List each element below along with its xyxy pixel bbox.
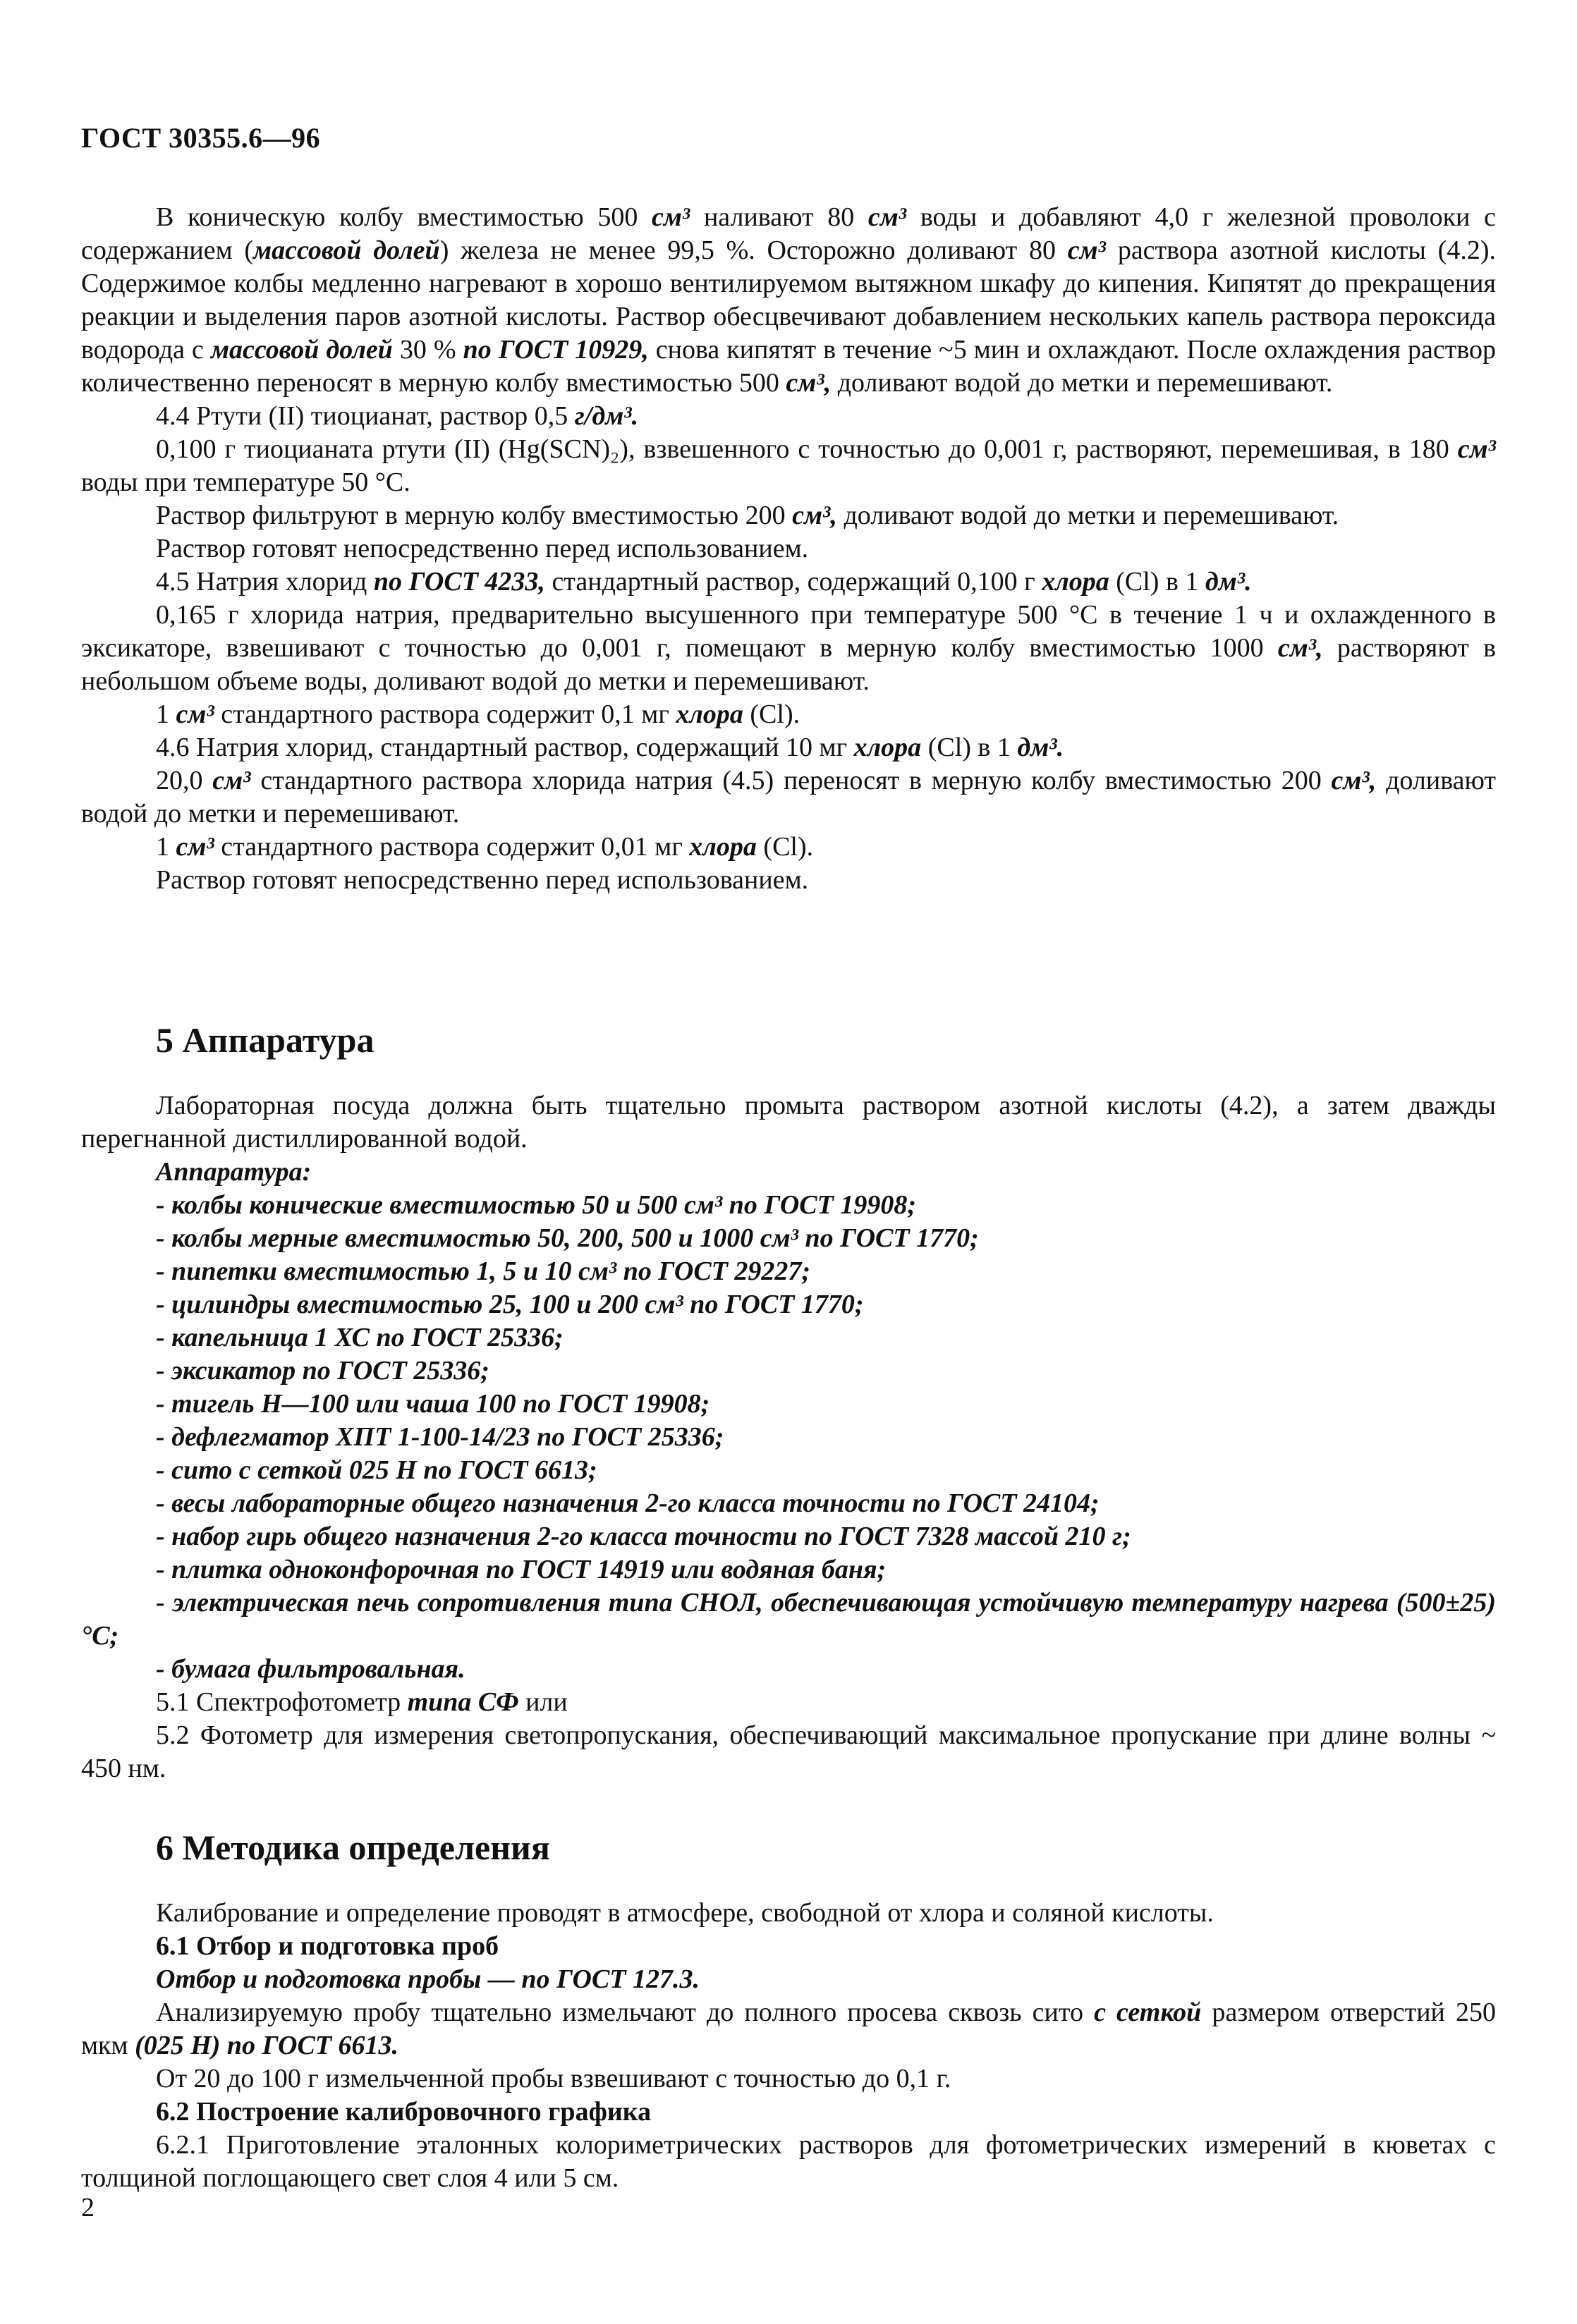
subsection-6-1-title: 6.1 Отбор и подготовка проб [156, 1931, 499, 1961]
page-header: ГОСТ 30355.6—96 [81, 122, 321, 154]
apparatus-list-title: Аппаратура: [156, 1157, 312, 1187]
section-6-intro: Калибрование и определение проводят в атмосфере, свободной от хлора и соляной кислоты. [156, 1898, 1214, 1928]
list-item: - весы лабораторные общего назначения 2-го класса точности по ГОСТ 24104; [156, 1488, 1100, 1518]
list-item: - эксикатор по ГОСТ 25336; [156, 1356, 489, 1386]
section-6-body [81, 1897, 1496, 2195]
list-item: - электрическая печь сопротивления типа СНОЛ, обеспечивающая устойчивую температуру нагрева (500±25) °С; [81, 1588, 1496, 1651]
list-item: - колбы конические вместимостью 50 и 500 см³ по ГОСТ 19908; [156, 1190, 916, 1220]
paragraph-4-4-note: Раствор готовят непосредственно перед использованием. [156, 534, 809, 563]
list-item: - бумага фильтровальная. [156, 1654, 465, 1684]
paragraph-4-5-title: 4.5 Натрия хлорид по ГОСТ 4233, стандартный раствор, содержащий 0,100 г хлора (Cl) в 1 дм³. [156, 567, 1252, 597]
list-item: - сито с сеткой 025 Н по ГОСТ 6613; [156, 1455, 597, 1485]
paragraph-4-6-note: Раствор готовят непосредственно перед использованием. [156, 865, 809, 895]
paragraph-4-6-title: 4.6 Натрия хлорид, стандартный раствор, содержащий 10 мг хлора (Cl) в 1 дм³. [156, 733, 1064, 762]
paragraph-4-6-prep: 20,0 см³ стандартного раствора хлорида натрия (4.5) переносят в мерную колбу вместимостью 200 см³, доливают водой до метки и перемешивают. [81, 766, 1497, 828]
section-5-intro: Лабораторная посуда должна быть тщательно промыта раствором азотной кислоты (4.2), а затем дважды перегнанной дистиллированной водой. [81, 1091, 1496, 1154]
paragraph-6-2-1: 6.2.1 Приготовление эталонных колориметрических растворов для фотометрических измерений в кюветах с толщиной поглощающего свет слоя 4 или 5 см. [81, 2130, 1496, 2193]
subsection-6-1-reference: Отбор и подготовка пробы — по ГОСТ 127.3. [156, 1964, 700, 1994]
list-item: - колбы мерные вместимостью 50, 200, 500 и 1000 см³ по ГОСТ 1770; [156, 1223, 979, 1253]
list-item: - дефлегматор ХПТ 1-100-14/23 по ГОСТ 25336; [156, 1422, 724, 1452]
paragraph-5-1: 5.1 Спектрофотометр типа СФ или [156, 1687, 568, 1717]
subsection-6-2-title: 6.2 Построение калибровочного графика [156, 2097, 652, 2127]
paragraph-6-1-sieving: Анализируемую пробу тщательно измельчают до полного просева сквозь сито с сеткой размером отверстий 250 мкм (025 Н) по ГОСТ 6613. [81, 1998, 1496, 2060]
list-item: - пипетки вместимостью 1, 5 и 10 см³ по ГОСТ 29227; [156, 1256, 811, 1286]
section-4-continuation [81, 201, 1496, 897]
paragraph-4-4-filter: Раствор фильтруют в мерную колбу вместимостью 200 см³, доливают водой до метки и перемешивают. [156, 501, 1339, 530]
paragraph-4-4-title: 4.4 Ртути (II) тиоцианат, раствор 0,5 г/дм³. [156, 401, 639, 431]
paragraph-4-5-content: 1 см³ стандартного раствора содержит 0,1 мг хлора (Cl). [156, 699, 800, 729]
list-item: - капельница 1 ХС по ГОСТ 25336; [156, 1323, 564, 1352]
section-6-heading: 6 Методика определения [156, 1828, 550, 1867]
list-item: - тигель Н—100 или чаша 100 по ГОСТ 19908; [156, 1389, 710, 1419]
paragraph-4-6-content: 1 см³ стандартного раствора содержит 0,01 мг хлора (Cl). [156, 832, 814, 862]
paragraph-4-5-prep: 0,165 г хлорида натрия, предварительно высушенного при температуре 500 °С в течение 1 ч и охлажденного в эксикаторе, взвешивают с точностью до 0,001 г, помещают в мерную колбу вместимостью 1000 см³, растворяют в небольшом объеме воды, доливают водой до метки и перемешивают. [81, 600, 1497, 696]
paragraph-5-2: 5.2 Фотометр для измерения светопропускания, обеспечивающий максимальное пропускание при длине волны ~ 450 нм. [81, 1720, 1496, 1783]
apparatus-list [81, 1189, 1496, 1686]
paragraph-4-4-prep: 0,100 г тиоцианата ртути (II) (Hg(SCN)₂), взвешенного с точностью до 0,001 г, растворяют, перемешивая, в 180 см³ воды при температуре 50 °С. [81, 434, 1496, 497]
section-5-heading: 5 Аппаратура [156, 1020, 375, 1060]
section-5-body [81, 1089, 1496, 1785]
list-item: - плитка одноконфорочная по ГОСТ 14919 или водяная баня; [156, 1555, 887, 1584]
paragraph-6-1-weighing: От 20 до 100 г измельченной пробы взвешивают с точностью до 0,1 г. [156, 2064, 951, 2093]
paragraph-4-3-text: В коническую колбу вместимостью 500 см³ наливают 80 см³ воды и добавляют 4,0 г железной проволоки с содержанием (массовой долей) железа не менее 99,5 %. Осторожно доливают 80 см³ раствора азотной кислоты (4.2). Содержимое колбы медленно нагревают в хорошо вентилируемом вытяжном шкафу до кипения. Кипятят до прекращения реакции и выделения паров азотной кислоты. Раствор обесцвечивают добавлением нескольких капель раствора пероксида водорода с массовой долей 30 % по ГОСТ 10929, снова кипятят в течение ~5 мин и охлаждают. После охлаждения раствор количественно переносят в мерную колбу вместимостью 500 см³, доливают водой до метки и перемешивают. [81, 202, 1497, 398]
list-item: - цилиндры вместимостью 25, 100 и 200 см³ по ГОСТ 1770; [156, 1290, 864, 1319]
page-number: 2 [81, 2193, 95, 2222]
list-item: - набор гирь общего назначения 2-го класса точности по ГОСТ 7328 массой 210 г; [156, 1522, 1131, 1551]
